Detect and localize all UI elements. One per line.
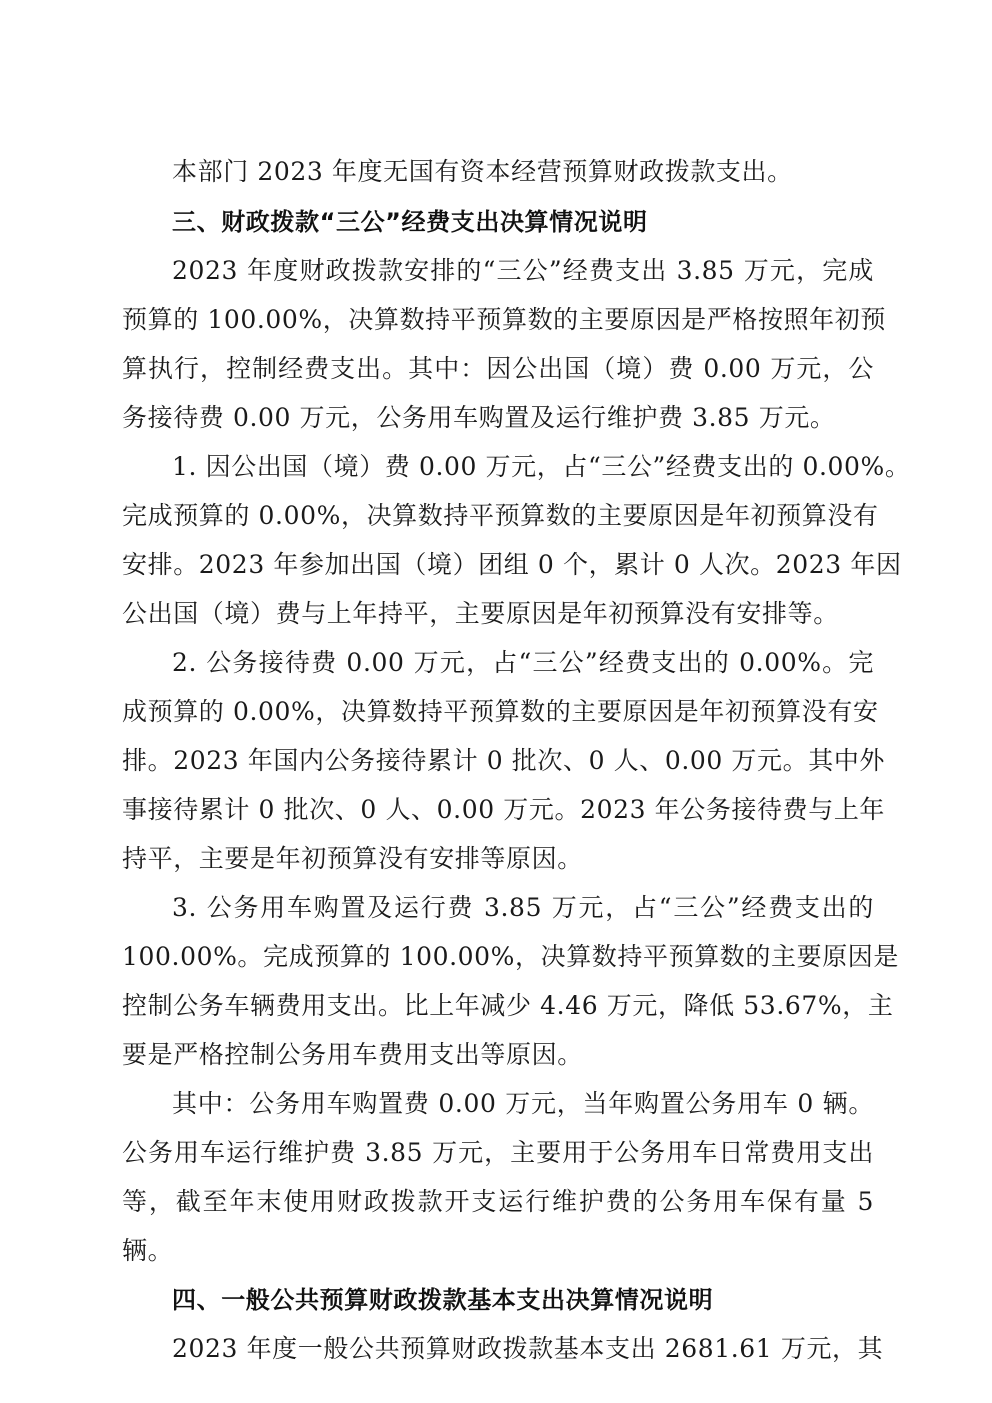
paragraph-line: 公务用车运行维护费 3.85 万元，主要用于公务用车日常费用支出 [122, 1138, 874, 1167]
paragraph-line: 辆。 [122, 1236, 174, 1265]
section-heading-three: 三、财政拨款“三公”经费支出决算情况说明 [172, 208, 648, 236]
paragraph-line: 成预算的 0.00%，决算数持平预算数的主要原因是年初预算没有安 [122, 697, 879, 726]
paragraph-line: 持平，主要是年初预算没有安排等原因。 [122, 844, 583, 873]
paragraph-line: 本部门 2023 年度无国有资本经营预算财政拨款支出。 [172, 157, 793, 186]
paragraph-line: 等，截至年末使用财政拨款开支运行维护费的公务用车保有量 5 [122, 1187, 874, 1216]
paragraph-line: 排。2023 年国内公务接待累计 0 批次、0 人、0.00 万元。其中外 [122, 746, 886, 775]
paragraph-line: 预算的 100.00%，决算数持平预算数的主要原因是严格按照年初预 [122, 305, 886, 334]
paragraph-line: 要是严格控制公务用车费用支出等原因。 [122, 1040, 583, 1069]
paragraph-line: 100.00%。完成预算的 100.00%，决算数持平预算数的主要原因是 [122, 942, 900, 971]
paragraph-line: 控制公务车辆费用支出。比上年减少 4.46 万元，降低 53.67%，主 [122, 991, 894, 1020]
paragraph-line: 2023 年度一般公共预算财政拨款基本支出 2681.61 万元，其 [172, 1334, 884, 1363]
paragraph-line: 2023 年度财政拨款安排的“三公”经费支出 3.85 万元，完成 [172, 256, 874, 285]
paragraph-line: 公出国（境）费与上年持平，主要原因是年初预算没有安排等。 [122, 599, 839, 628]
paragraph-line: 完成预算的 0.00%，决算数持平预算数的主要原因是年初预算没有 [122, 501, 879, 530]
paragraph-line: 3. 公务用车购置及运行费 3.85 万元，占“三公”经费支出的 [172, 893, 874, 922]
section-heading-four: 四、一般公共预算财政拨款基本支出决算情况说明 [172, 1286, 714, 1314]
paragraph-line: 1. 因公出国（境）费 0.00 万元，占“三公”经费支出的 0.00%。 [172, 452, 911, 481]
paragraph-line: 其中：公务用车购置费 0.00 万元，当年购置公务用车 0 辆。 [172, 1089, 874, 1118]
paragraph-line: 事接待累计 0 批次、0 人、0.00 万元。2023 年公务接待费与上年 [122, 795, 886, 824]
paragraph-line: 务接待费 0.00 万元，公务用车购置及运行维护费 3.85 万元。 [122, 403, 836, 432]
paragraph-line: 2. 公务接待费 0.00 万元，占“三公”经费支出的 0.00%。完 [172, 648, 874, 677]
paragraph-line: 算执行，控制经费支出。其中：因公出国（境）费 0.00 万元，公 [122, 354, 874, 383]
paragraph-line: 安排。2023 年参加出国（境）团组 0 个，累计 0 人次。2023 年因 [122, 550, 902, 579]
